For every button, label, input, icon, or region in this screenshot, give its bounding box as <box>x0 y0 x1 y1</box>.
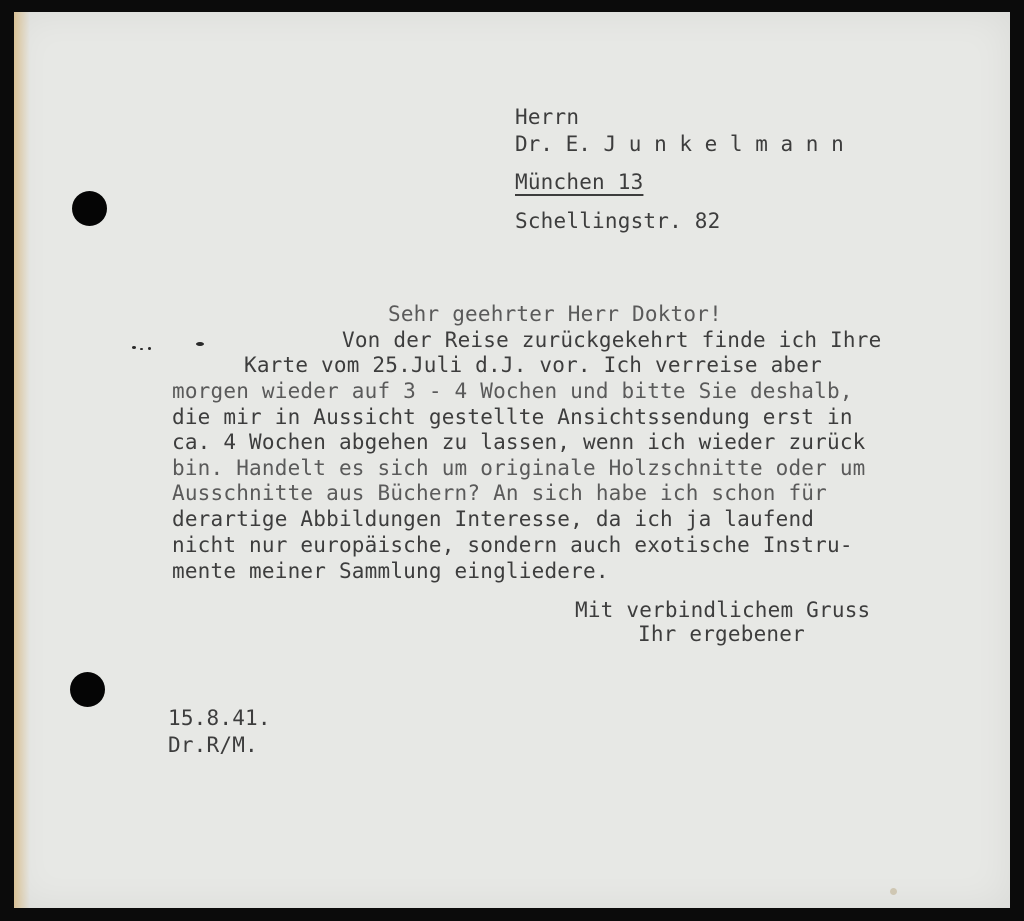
recipient-name: Dr. E. J u n k e l m a n n <box>515 132 844 156</box>
salutation: Sehr geehrter Herr Doktor! <box>388 302 722 326</box>
paper-edge-stain <box>14 12 30 908</box>
body-line: die mir in Aussicht gestellte Ansichtssendung erst in <box>172 405 853 429</box>
body-line: Karte vom 25.Juli d.J. vor. Ich verreise aber <box>244 353 822 377</box>
closing-greeting: Mit verbindlichem Gruss <box>575 598 871 622</box>
body-line: Ausschnitte aus Büchern? An sich habe ich schon für <box>172 481 827 505</box>
ink-speck <box>132 346 136 349</box>
reference-initials: Dr.R/M. <box>168 733 258 757</box>
letter-date: 15.8.41. <box>168 706 271 730</box>
ink-speck <box>196 342 204 346</box>
recipient-title: Herrn <box>515 105 580 129</box>
letter-page <box>14 12 1010 908</box>
closing-signoff: Ihr ergebener <box>638 622 805 646</box>
body-line: bin. Handelt es sich um originale Holzschnitte oder um <box>172 456 866 480</box>
ink-speck <box>148 347 151 350</box>
punch-hole-bottom <box>70 672 105 707</box>
body-line: nicht nur europäische, sondern auch exotische Instru- <box>172 533 853 557</box>
paper-mark <box>890 888 897 895</box>
recipient-street: Schellingstr. 82 <box>515 209 721 233</box>
body-line: ca. 4 Wochen abgehen zu lassen, wenn ich wieder zurück <box>172 430 866 454</box>
body-line: derartige Abbildungen Interesse, da ich ja laufend <box>172 507 815 531</box>
ink-speck <box>140 348 143 350</box>
punch-hole-top <box>72 191 107 226</box>
body-line: morgen wieder auf 3 - 4 Wochen und bitte Sie deshalb, <box>172 379 853 403</box>
body-line: mente meiner Sammlung eingliedere. <box>172 559 609 583</box>
body-line: Von der Reise zurückgekehrt finde ich Ihre <box>342 328 882 352</box>
recipient-city: München 13 <box>515 170 644 194</box>
